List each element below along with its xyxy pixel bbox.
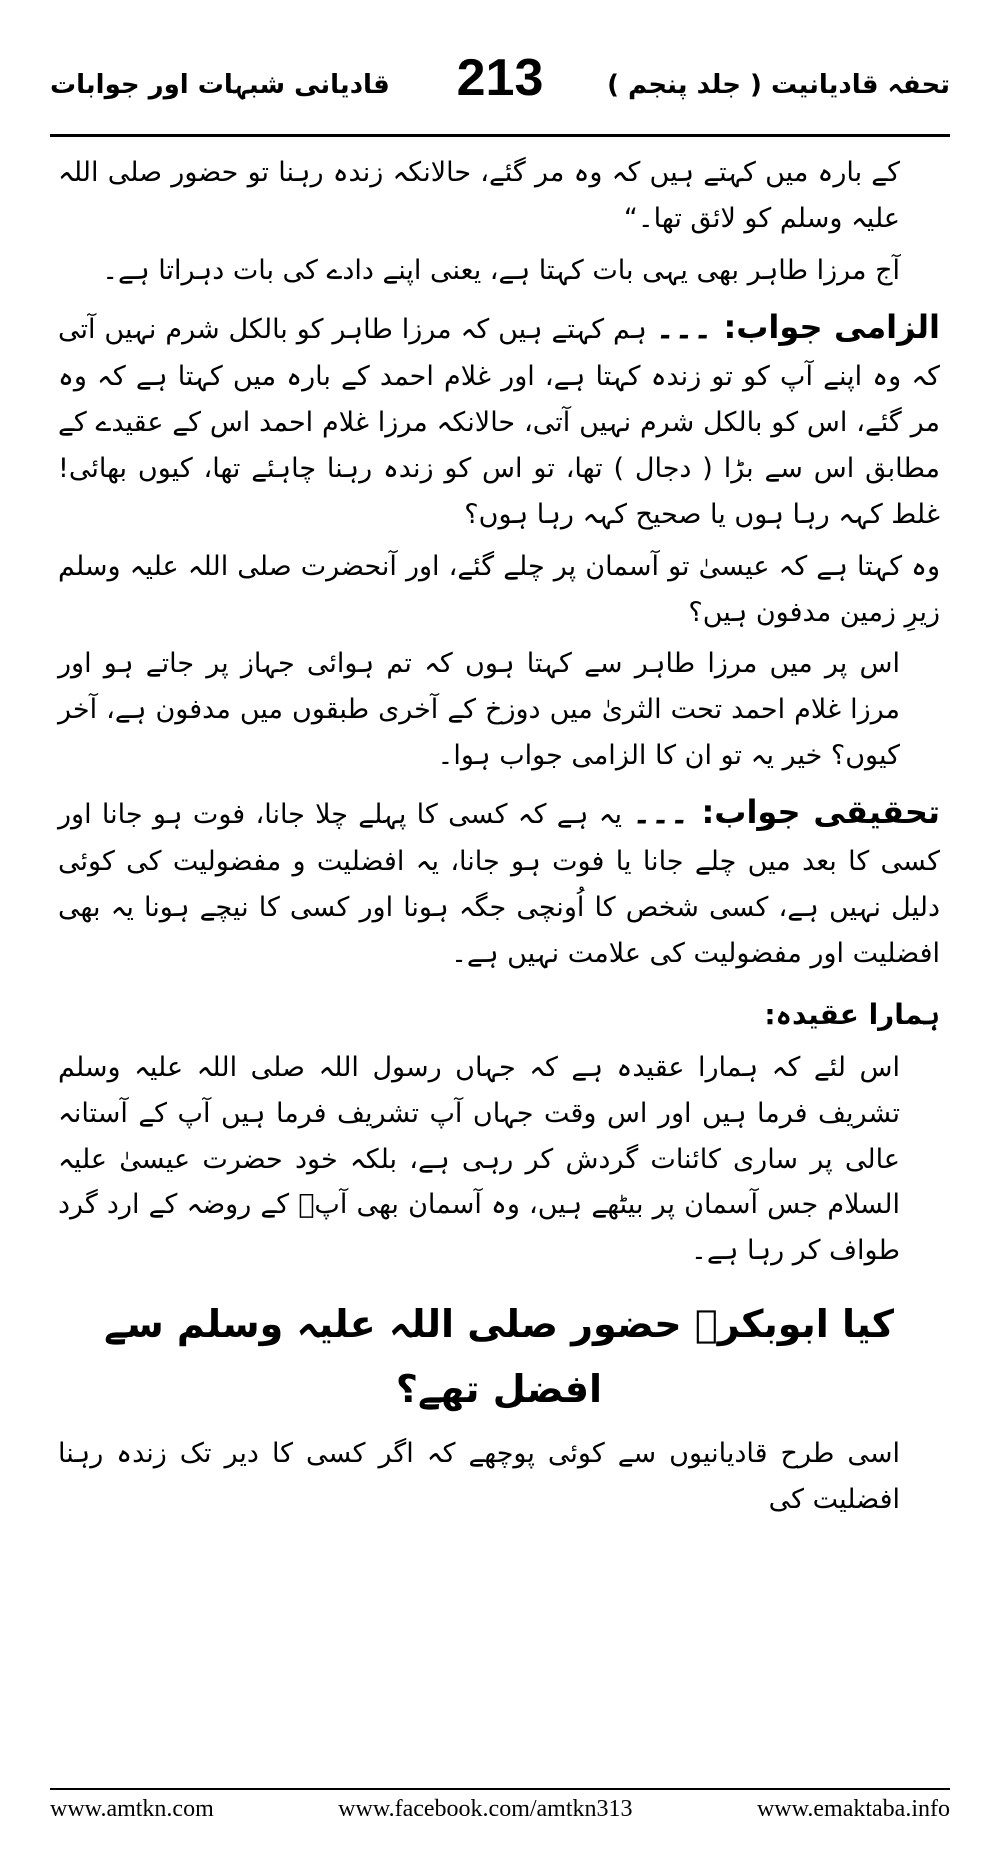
heading-abubakr-question: کیا ابوبکرؓ حضور صلی اللہ علیہ وسلم سے افضل تھے؟ xyxy=(104,1302,894,1411)
section-title: قادیانی شبہات اور جوابات xyxy=(50,70,390,100)
page-header xyxy=(50,40,950,132)
paragraph-quote-end: کے بارہ میں کہتے ہیں کہ وہ مر گئے، حالانکہ زندہ رہنا تو حضور صلی اللہ علیہ وسلم کو لائق تھا۔“ xyxy=(58,157,900,234)
paragraph-mirza-tahir: آج مرزا طاہر بھی یہی بات کہتا ہے، یعنی اپنے دادے کی بات دہراتا ہے۔ xyxy=(102,254,900,286)
footer-divider xyxy=(50,1788,950,1790)
heading-ilzami-jawab: الزامی جواب: ۔۔۔ xyxy=(655,307,940,346)
paragraph-isa-asman: وہ کہتا ہے کہ عیسیٰ تو آسمان پر چلے گئے، اور آنحضرت صلی اللہ علیہ وسلم زیرِ زمین مدفون ہیں؟ xyxy=(58,550,940,628)
page-number: 213 xyxy=(456,49,544,107)
footer-link-facebook[interactable]: www.facebook.com/amtkn313 xyxy=(338,1796,633,1822)
paragraph-text: ہم کہتے ہیں کہ مرزا طاہر کو بالکل شرم نہیں آتی کہ وہ اپنے آپ کو تو زندہ کہتا ہے، اور غلام احمد کے بارہ میں کہتا ہے کہ وہ مر گئے، اس کو بالکل شرم نہیں آتی، حالانکہ مرزا غلام احمد اس کے عقیدے کے مطابق اس سے بڑا ( دجال ) تھا، تو اس کو زندہ رہنا چاہئے تھا، کیوں بھائی! غلط کہہ رہا ہوں یا صحیح کہہ رہا ہوں؟ xyxy=(58,313,940,530)
page-footer xyxy=(50,1796,950,1832)
paragraph-ilzami-answer xyxy=(58,300,940,538)
heading-hamara-aqeeda: ہمارا عقیدہ: xyxy=(764,998,940,1032)
heading-tahqiqi-jawab: تحقیقی جواب: ۔۔۔ xyxy=(632,793,940,832)
paragraph-text: یہ ہے کہ کسی کا پہلے چلا جانا، فوت ہو جانا اور کسی کا بعد میں چلے جانا یا فوت ہو جانا، یہ افضلیت و مفضولیت کی کوئی دلیل نہیں ہے، کسی شخص کا اُونچی جگہ ہونا اور کسی کا نیچے ہونا یہ بھی افضلیت اور مفضولیت کی علامت نہیں ہے۔ xyxy=(58,799,940,970)
paragraph-tahqiqi-answer xyxy=(58,785,940,977)
paragraph-qadiani-question: اسی طرح قادیانیوں سے کوئی پوچھے کہ اگر کسی کا دیر تک زندہ رہنا افضلیت کی xyxy=(58,1438,900,1516)
paragraph-hawai-jahaz: اس پر میں مرزا طاہر سے کہتا ہوں کہ تم ہوائی جہاز پر جاتے ہو اور مرزا غلام احمد تحت الثریٰ میں دوزخ کے آخری طبقوں میں مدفون ہے، آخر کیوں؟ خیر یہ تو ان کا الزامی جواب ہوا۔ xyxy=(58,648,900,772)
footer-link-emaktaba[interactable]: www.emaktaba.info xyxy=(756,1796,950,1822)
header-divider xyxy=(50,134,950,137)
paragraph-aqeeda: اس لئے کہ ہمارا عقیدہ ہے کہ جہاں رسول اللہ صلی اللہ علیہ وسلم تشریف فرما ہیں اور اس وقت جہاں آپ تشریف فرما ہیں آپ کے آستانہ عالی پر ساری کائنات گردش کر رہی ہے، بلکہ خود حضرت عیسیٰ علیہ السلام جس آسمان پر بیٹھے ہیں، وہ آسمان بھی آپؐ کے روضہ کے ارد گرد طواف کر رہا ہے۔ xyxy=(58,1051,900,1267)
footer-link-amtkn[interactable]: www.amtkn.com xyxy=(50,1796,214,1822)
page-body xyxy=(58,150,940,1529)
book-title: تحفہ قادیانیت ( جلد پنجم ) xyxy=(607,70,950,100)
